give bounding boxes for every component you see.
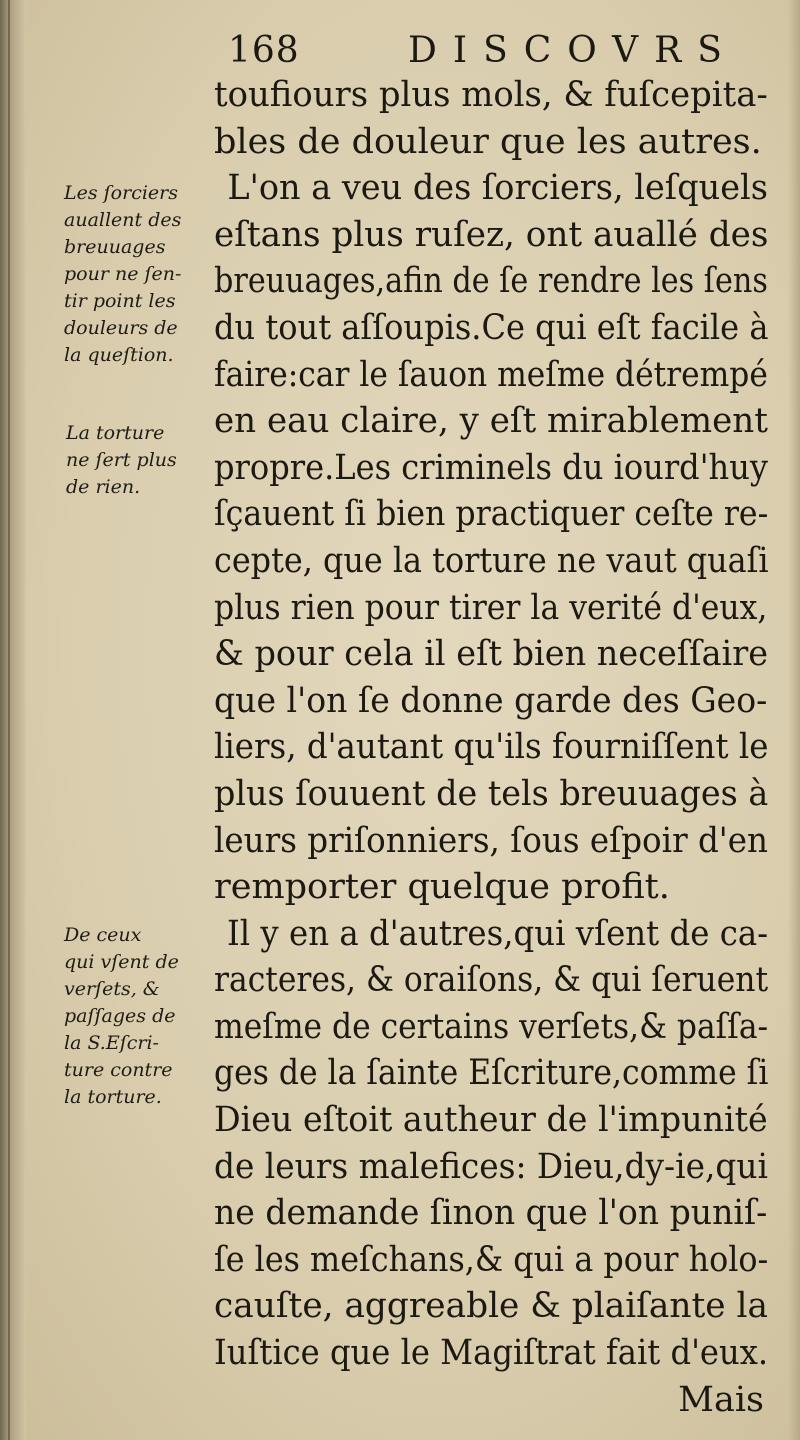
paragraph-start-line: Il y en a d'autres,qui vſent de ca-: [226, 913, 769, 954]
marginal-line: ne ſert plus: [66, 449, 177, 471]
marginal-line: De ceux: [64, 924, 142, 946]
page-number: 168: [228, 30, 300, 71]
text-line: de leurs malefices: Dieu,dy-ie,qui: [214, 1146, 768, 1187]
text-line: ne demande ſinon que l'on puniſ-: [214, 1193, 768, 1234]
text-line: breuuages,afin de ſe rendre les ſens: [214, 261, 768, 302]
text-line: meſme de certains verſets,& paſſa-: [214, 1006, 769, 1047]
page-edge: [788, 0, 800, 1440]
text-line: Iuſtice que le Magiſtrat fait d'eux.: [214, 1333, 769, 1374]
main-text-block: [214, 72, 774, 1423]
marginal-line: auallent des: [64, 209, 182, 231]
marginal-line: verſets, &: [64, 978, 160, 1000]
marginal-line: la S.Eſcri-: [64, 1032, 159, 1054]
text-line: toufiours plus mols, & fuſcepita-: [214, 75, 768, 115]
text-line: remporter quelque profit.: [214, 867, 670, 908]
marginal-line: La torture: [66, 422, 165, 444]
text-line: racteres, & oraiſons, & qui ſeruent: [214, 960, 769, 1001]
text-line: liers, d'autant qu'ils fourniſſent le: [214, 727, 769, 768]
marginal-note-torture: [66, 420, 216, 501]
marginal-line: la torture.: [64, 1086, 162, 1108]
text-line: & pour cela il eſt bien neceſſaire: [214, 634, 769, 675]
text-line: cauſte, aggreable & plaiſante la: [214, 1286, 768, 1327]
text-line: en eau claire, y eſt mirablement: [214, 401, 768, 442]
text-line: eſtans plus ruſez, ont auallé des: [214, 214, 769, 255]
marginal-line: paſſages de: [64, 1005, 176, 1027]
text-line: ges de la ſainte Eſcriture,comme ſi: [214, 1053, 769, 1094]
marginal-line: douleurs de: [64, 317, 178, 339]
text-line: du tout aſſoupis.Ce qui eſt facile à: [214, 307, 769, 348]
marginal-line: la queſtion.: [64, 344, 174, 366]
text-line: bles de douleur que les autres.: [214, 121, 762, 162]
running-title: DISCOVRS: [408, 30, 738, 71]
text-line: leurs priſonniers, ſous eſpoir d'en: [214, 820, 768, 861]
text-line: plus rien pour tirer la verité d'eux,: [214, 587, 768, 628]
text-line: que l'on ſe donne garde des Geo-: [214, 680, 768, 721]
text-line: Dieu eſtoit autheur de l'impunité: [214, 1100, 768, 1141]
text-line: ſe les meſchans,& qui a pour holo-: [214, 1239, 769, 1280]
marginal-line: pour ne ſen-: [64, 263, 182, 285]
marginal-note-versets: [64, 922, 214, 1111]
marginal-line: de rien.: [66, 476, 141, 498]
binding-gutter: [0, 0, 26, 1440]
text-line: cepte, que la torture ne vaut quaſi: [214, 540, 769, 581]
marginal-line: ture contre: [64, 1059, 173, 1081]
text-line: plus ſouuent de tels breuuages à: [214, 773, 769, 814]
marginal-line: qui vſent de: [64, 951, 179, 973]
marginal-line: Les ſorciers: [64, 182, 178, 204]
marginal-line: breuuages: [64, 236, 166, 258]
marginal-line: tir point les: [64, 290, 176, 312]
paragraph-start-line: L'on a veu des ſorciers, leſquels: [227, 168, 768, 209]
text-line: faire:car le ſauon meſme détrempé: [214, 354, 768, 395]
text-line: ſçauent ſi bien practiquer ceſte re-: [214, 494, 769, 535]
text-line: propre.Les criminels du iourd'huy: [214, 447, 769, 488]
marginal-note-sorciers: [64, 180, 214, 369]
catchword: Mais: [678, 1379, 764, 1420]
